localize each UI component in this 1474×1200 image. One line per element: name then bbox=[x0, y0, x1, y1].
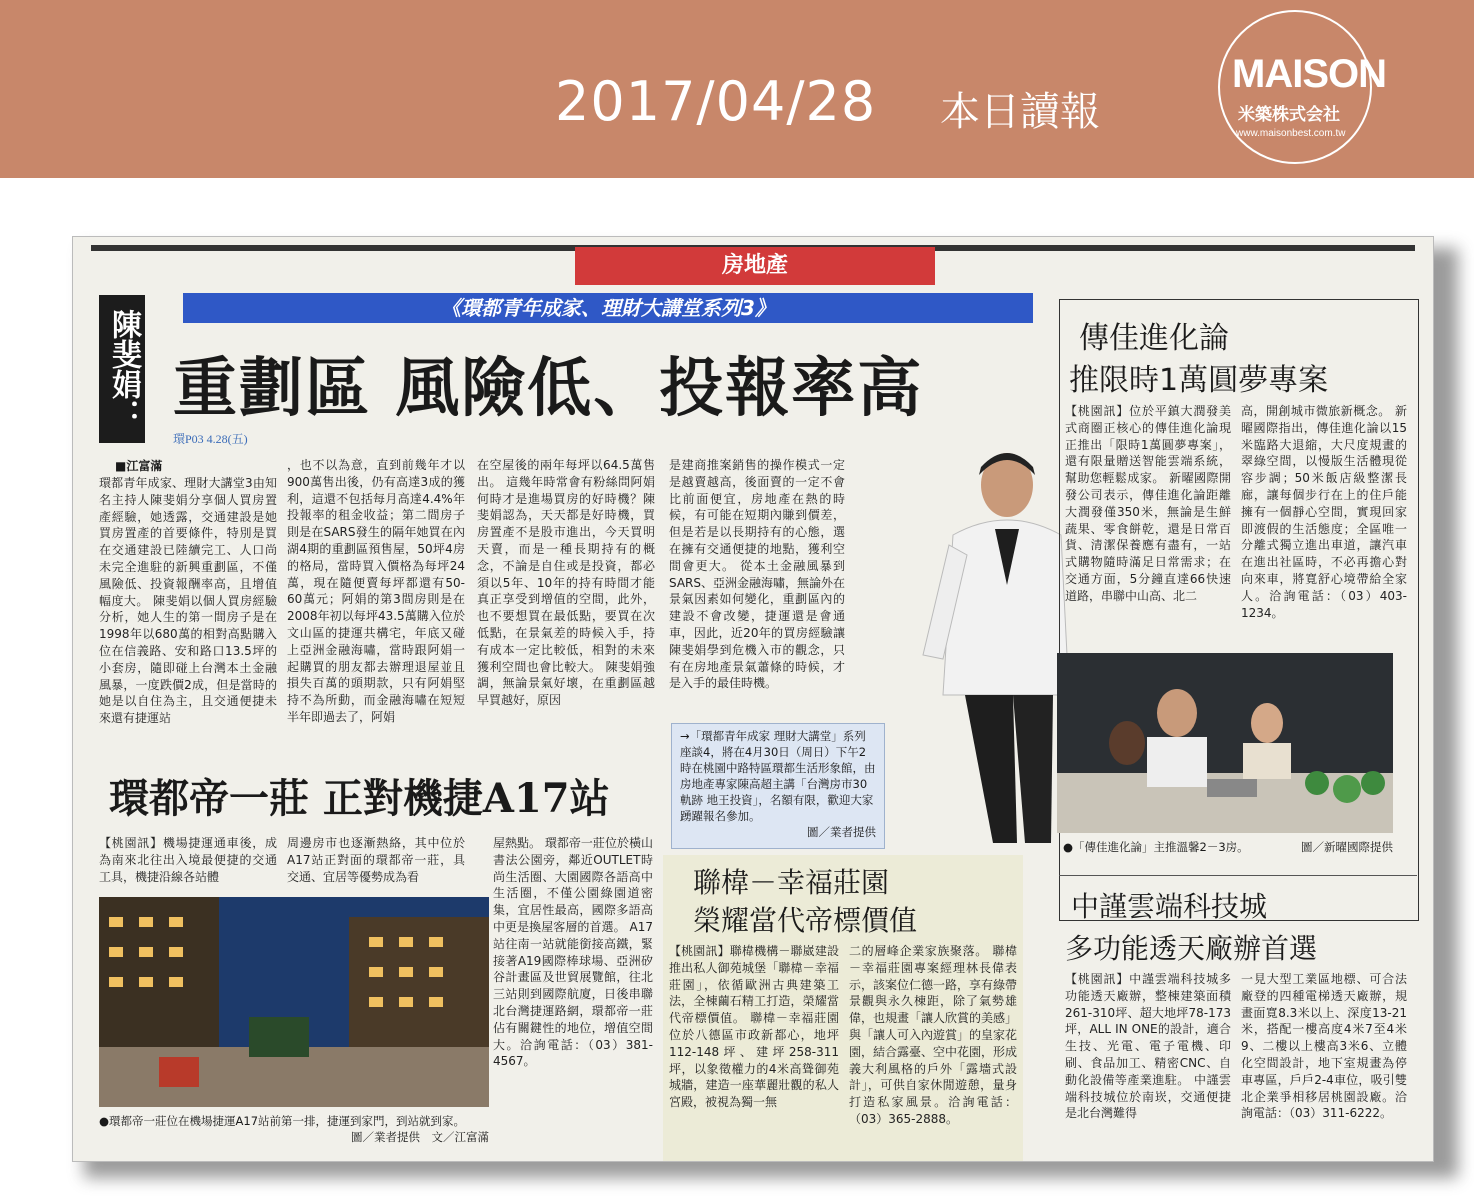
article4-title1: 傳佳進化論 bbox=[1079, 321, 1229, 356]
logo-name: MAISON bbox=[1232, 52, 1386, 96]
article4-col1: 【桃園訊】位於平鎮大潤發美式商圈正核心的傳佳進化論現正推出「限時1萬圓夢專案」，還有限量贈送智能雲端系統，幫助您輕鬆成家。 新曜國際開發公司表示，傳佳進化論距離大潤發僅350米，無論是生鮮蔬果、零食餅乾，還是日常百貨、清潔保養應有盡有，一站式購物隨時滿足日常需求；在交通方面，5分鐘直達66快速道路，串聯中山高、北二 bbox=[1065, 404, 1231, 603]
article3-title2: 榮耀當代帝標價值 bbox=[693, 904, 918, 937]
main-article-col4: 是建商推案銷售的操作模式一定是越賣越高，後面賣的一定不會比前面便宜，房地產在熱的時候，有可能在短期內賺到價差，但是若是以長期持有的心態，選在擁有交通便捷的地點，獲利空間會更大。 從本土金融風暴到SARS、亞洲金融海嘯，無論外在景氣因素如何變化，重劃區內的建設不會改變，捷運還是會通車，因此，近20年的買房經驗讓陳斐娟學到危機入市的觀念，只有在房地產景氣蕭條的時候，才是入手的最佳時機。 bbox=[669, 458, 845, 691]
header-banner bbox=[0, 0, 1474, 178]
article2-col2: 周邊房市也逐漸熱絡，其中位於A17站正對面的環都帝一莊，具交通、宜居等優勢成為看 bbox=[287, 836, 465, 884]
article2-caption bbox=[99, 1113, 489, 1145]
banner-title: 本日讀報 bbox=[940, 89, 1100, 135]
newspaper-clipping bbox=[72, 236, 1434, 1162]
article5-title1: 中謹雲端科技城 bbox=[1071, 890, 1268, 923]
article5-title2: 多功能透天廠辦首選 bbox=[1065, 932, 1318, 965]
main-article-col2: ，也不以為意，直到前幾年才以900萬售出後，仍有高達3成的獲利，這還不包括每月高達4.4%年投報率的租金收益；第二間房子則是在SARS發生的隔年她買在內湖4期的重劃區預售屋，50坪4房的格局，當時買入價格為每坪24萬，現在隨便賣每坪都還有50-60萬元；阿娟的第3間房則是在2008年初以每坪43.5萬購入位於文山區的捷運共構宅，年底又碰上亞洲金融海嘯，當時跟阿娟一起購買的朋友都去辦理退屋並且損失百萬的頭期款，只有阿娟堅持不為所動，而金融海嘯在短短半年即過去了，阿娟 bbox=[287, 458, 465, 724]
author-tag: 陳斐娟： bbox=[99, 295, 145, 443]
series-banner: 《環都青年成家、理財大講堂系列3》 bbox=[183, 293, 1033, 323]
article3-col2: 二的層峰企業家族聚落。 聯椲－幸福莊園專案經理林長偉表示，該案位仁德一路，享有綠帶景觀與永久棟距，除了氣勢雄偉，也規畫「讓人欣賞的美感」與「讓人可入內遊賞」的皇家花園，結合露臺、空中花園，形成義大利風格的戶外「露墻式設計」，可供自家休閒遊憩，量身打造私家風景。洽詢電話：（03）365-2888。 bbox=[849, 944, 1017, 1126]
article4-col2: 高，開創城市微旅新概念。 新曜國際指出，傳佳進化論以15米臨路大退縮，大尺度規畫的翠綠空間，以慢版生活體現從容步調；50米飯店級整潔長廊，讓每個步行在上的住戶能擁有一個靜心空間，實現回家即渡假的生活態度；全區唯一分離式獨立進出車道，讓汽車在進出社區時，不必再擔心對向來車，將寬舒心境帶給全家人。洽詢電話：（03）403-1234。 bbox=[1241, 404, 1407, 620]
banner-date: 2017/04/28 bbox=[555, 70, 877, 133]
logo-subtitle: 米築株式会社 bbox=[1238, 105, 1340, 125]
handwritten-note: 環P03 4.28(五) bbox=[173, 432, 248, 446]
article4-title2: 推限時1萬圓夢專案 bbox=[1069, 363, 1329, 398]
building-photo bbox=[99, 897, 489, 1107]
article4-caption-text: ●「傳佳進化論」主推溫馨2－3房。 bbox=[1063, 840, 1249, 854]
event-caption-box bbox=[671, 723, 885, 849]
article2-caption-text: ●環都帝一莊位在機場捷運A17站前第一排，捷運到家門，到站就到家。 bbox=[99, 1114, 466, 1128]
article2-col1: 【桃園訊】機場捷運通車後，成為南來北往出入境最便捷的交通工具，機捷沿線各站體 bbox=[99, 836, 277, 884]
main-article-col1: 環都青年成家、理財大講堂3由知名主持人陳斐娟分享個人買房置產經驗，她透露，交通建設是她買房置產的首要條件，特別是買在交通建設已陸續完工、人口尚未完全進駐的新興重劃區，不僅風險低、投資報酬率高，且增值幅度大。 陳斐娟以個人買房經驗分析，她人生的第一間房子是在1998年以680萬的相對高點購入位在信義路、安和路口13.5坪的小套房，隨即碰上台灣本土金融風暴，一度跌價2成，但是當時的她是以自住為主，且交通便捷未來還有捷運站 bbox=[99, 476, 277, 726]
article4-credit: 圖／新曜國際提供 bbox=[1301, 840, 1393, 854]
article3-col1: 【桃園訊】聯椲機構－聯崴建設推出私人御苑城堡「聯椲－幸福莊園」，依循歐洲古典建築工法，全棟繭石精工打造，榮耀當代帝標價值。 聯椲－幸福莊園位於八德區市政新都心，地坪112-148坪、建坪258-311坪，以象徵權力的4米高聳御苑城牆，建造一座華麗壯觀的私人宮殿，被視為獨一無 bbox=[669, 944, 839, 1110]
article5-divider bbox=[1059, 875, 1417, 876]
article2-headline: 環都帝一莊 正對機捷A17站 bbox=[109, 775, 610, 822]
byline: ■江富滿 bbox=[115, 459, 163, 473]
family-photo bbox=[1057, 653, 1393, 833]
section-label: 房地產 bbox=[575, 247, 935, 285]
article5-col2: 一見大型工業區地標、可合法廠登的四種電梯透天廠辦，規畫面寬8.3米以上、深度13-21米，搭配一樓高度4米7至4米9、二樓以上樓高3米6、立體化空間設計，地下室規畫為停車專區，戶戶2-4車位，吸引雙北企業爭相移居桃園設廠。洽詢電話：（03）311-6222。 bbox=[1241, 972, 1407, 1121]
event-caption-text: →「環都青年成家 理財大講堂」系列座談4，將在4月30日（周日）下午2時在桃園中路特區環都生活形象館，由房地產專家陳高超主講「台灣房市30軌跡 地王投資」，名額有限，歡迎大家踴躍報名參加。 bbox=[680, 729, 876, 823]
event-caption-credit: 圖／業者提供 bbox=[807, 825, 876, 839]
article2-col3: 屋熱點。 環都帝一莊位於橫山書法公園旁，鄰近OUTLET時尚生活圈、大園國際各語高中生活圈，不僅公園綠園道密集，宜居性最高，國際多語高中更是換屋客層的首選。 A17站往南一站就能銜接高鐵，緊接著A19國際棒球場、亞洲矽谷計畫區及世貿展覽館，往北三站則到國際航廈，日後串聯北台灣捷運路網，環都帝一莊佔有關鍵性的地位，增值空間大。洽詢電話：（03）381-4567。 bbox=[493, 836, 653, 1069]
main-headline: 重劃區 風險低、投報率高 bbox=[173, 351, 924, 426]
speaker-photo bbox=[913, 445, 1073, 845]
article5-col1: 【桃園訊】中謹雲端科技城多功能透天廠辦，整棟建築面積261-310坪、超大地坪78-173坪，ALL IN ONE的設計，適合生技、光電、電子電機、印刷、食品加工、精密CNC、自動化設備等產業進駐。 中謹雲端科技城位於南崁，交通便捷是北台灣難得 bbox=[1065, 972, 1231, 1121]
article3-title1: 聯椲－幸福莊園 bbox=[693, 866, 890, 899]
article2-credit: 圖／業者提供 文／江富滿 bbox=[351, 1130, 489, 1144]
main-article-col3: 在空屋後的兩年每坪以64.5萬售出。 這幾年時常會有粉絲問阿娟何時才是進場買房的好時機？陳斐娟認為，天天都是好時機，買房置產不是股市進出，今天買明天賣，而是一種長期持有的概念，不論是自住或是投資，都必須以5年、10年的持有時間才能真正享受到增值的空間，此外，也不要想買在最低點，要買在次低點，在景氣差的時候入手，持有成本一定比較低，相對的未來獲利空間也會比較大。 陳斐娟強調，無論景氣好壞，在重劃區越早買越好，原因 bbox=[477, 458, 655, 708]
logo-url: www.maisonbest.com.tw bbox=[1236, 128, 1346, 139]
article4-caption bbox=[1063, 839, 1393, 855]
